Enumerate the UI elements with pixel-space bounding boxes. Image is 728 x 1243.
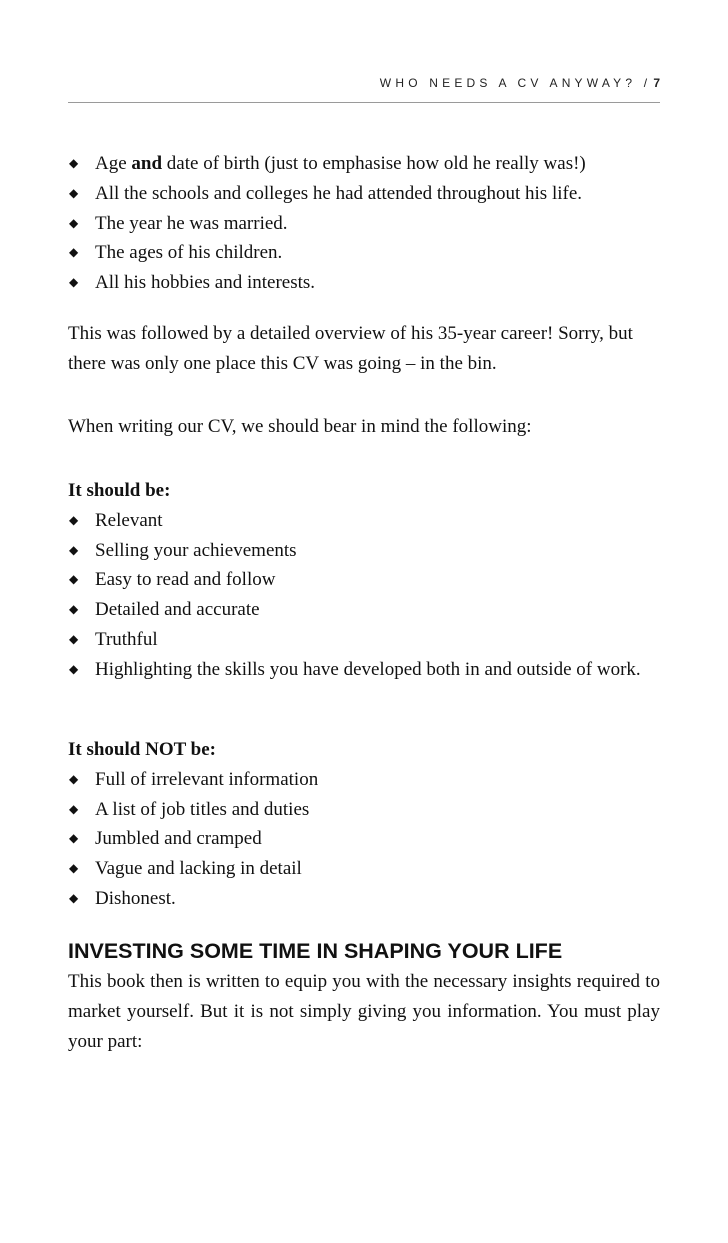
list-item: ◆ Detailed and accurate [68, 595, 660, 625]
bullet-icon: ◆ [69, 801, 79, 816]
list-item: ◆ A list of job titles and duties [68, 795, 660, 825]
list-item: ◆ Age and date of birth (just to emphasise how old he really was!) [68, 149, 660, 179]
should-not-be-list [68, 765, 660, 914]
section-paragraph: This book then is written to equip you with the necessary insights required to market yourself. But it is not simply giving you information. You must play your part: [68, 971, 660, 1052]
list-item: ◆ Vague and lacking in detail [68, 854, 660, 884]
bullet-icon: ◆ [69, 771, 79, 786]
list-item: ◆ All the schools and colleges he had attended throughout his life. [68, 179, 660, 209]
list-item: ◆ Jumbled and cramped [68, 824, 660, 854]
bullet-icon: ◆ [69, 831, 79, 846]
should-be-list [68, 506, 660, 685]
list-item: ◆ The year he was married. [68, 209, 660, 239]
section-heading: INVESTING SOME TIME IN SHAPING YOUR LIFE [68, 939, 563, 963]
should-not-be-title: It should NOT be: [68, 739, 217, 760]
bullet-icon: ◆ [69, 275, 79, 290]
paragraph-career-overview: This was followed by a detailed overview of his 35-year career! Sorry, but there was only one place this CV was going – in the bin. [68, 323, 633, 374]
bullet-icon: ◆ [69, 156, 79, 170]
bullet-icon: ◆ [69, 631, 79, 646]
cv-contents-list [68, 149, 660, 298]
header-rule [68, 102, 660, 103]
bullet-icon: ◆ [69, 861, 79, 876]
should-not-be-block [68, 735, 660, 914]
running-header [380, 76, 660, 90]
bullet-icon: ◆ [69, 602, 79, 617]
bullet-icon: ◆ [69, 661, 79, 676]
list-item: ◆ Relevant [68, 506, 660, 536]
bullet-icon: ◆ [69, 215, 79, 230]
list-item: ◆ Easy to read and follow [68, 565, 660, 595]
bullet-icon: ◆ [69, 572, 79, 587]
list-item: ◆ The ages of his children. [68, 238, 660, 268]
bullet-icon: ◆ [69, 512, 79, 527]
cv-contents-list-block [68, 149, 660, 298]
list-item: ◆ Highlighting the skills you have developed both in and outside of work. [68, 655, 660, 685]
list-item: ◆ Truthful [68, 625, 660, 655]
should-be-block [68, 476, 660, 685]
page-number: 7 [653, 76, 660, 90]
bullet-icon: ◆ [69, 185, 79, 200]
should-be-title: It should be: [68, 480, 171, 501]
bullet-icon: ◆ [69, 245, 79, 260]
list-item: ◆ Dishonest. [68, 884, 660, 914]
list-item: ◆ Selling your achievements [68, 536, 660, 566]
list-item: ◆ Full of irrelevant information [68, 765, 660, 795]
bullet-icon: ◆ [69, 890, 79, 905]
list-item: ◆ All his hobbies and interests. [68, 268, 660, 298]
running-title: WHO NEEDS A CV ANYWAY? / [379, 76, 652, 90]
bullet-icon: ◆ [69, 542, 79, 557]
paragraph-bear-in-mind: When writing our CV, we should bear in mind the following: [68, 416, 532, 437]
